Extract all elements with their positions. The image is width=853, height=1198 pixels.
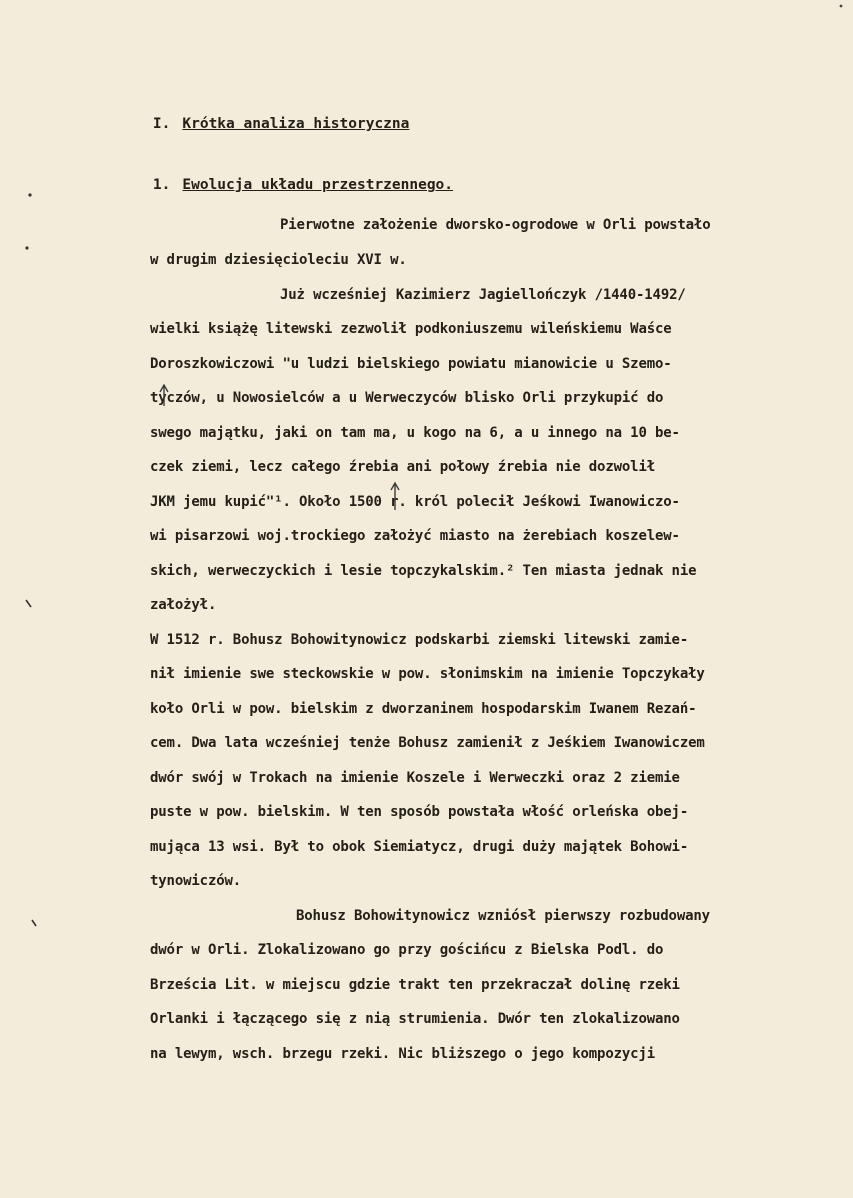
text-line: Brześcia Lit. w miejscu gdzie trakt ten przekraczał dolinę rzeki — [150, 977, 680, 993]
text-line: w drugim dziesięcioleciu XVI w. — [150, 252, 407, 268]
text-line: cem. Dwa lata wcześniej tenże Bohusz zamienił z Jeśkiem Iwanowiczem — [150, 735, 705, 751]
margin-tick — [32, 920, 36, 926]
text-line: dwór w Orli. Zlokalizowano go przy gościńcu z Bielska Podl. do — [150, 942, 664, 958]
text-line: mująca 13 wsi. Był to obok Siemiatycz, drugi duży majątek Bohowi- — [150, 839, 689, 855]
text-line: JKM jemu kupić"¹. Około 1500 r. król polecił Jeśkowi Iwanowiczo- — [150, 494, 680, 510]
text-line: koło Orli w pow. bielskim z dworzaninem hospodarskim Iwanem Rezań- — [150, 701, 697, 717]
text-line: założył. — [150, 597, 217, 613]
text-line: Orlanki i łączącego się z nią strumienia. Dwór ten zlokalizowano — [150, 1011, 680, 1027]
text-line: Pierwotne założenie dworsko-ogrodowe w Orli powstało — [280, 217, 711, 233]
text-line: skich, werweczyckich i lesie topczykalskim.² Ten miasta jednak nie — [150, 563, 697, 579]
section-heading — [118, 94, 409, 154]
section-number: I. — [152, 116, 171, 132]
text-line: puste w pow. bielskim. W ten sposób powstała włość orleńska obej- — [150, 804, 689, 820]
section-title: Krótka analiza historyczna — [182, 116, 410, 132]
text-line: Bohusz Bohowitynowicz wzniósł pierwszy rozbudowany — [296, 908, 710, 924]
text-line: Już wcześniej Kazimierz Jagiellończyk /1440-1492/ — [280, 287, 686, 303]
text-line: dwór swój w Trokach na imienie Koszele i Werweczki oraz 2 ziemie — [150, 770, 680, 786]
corner-dot — [840, 5, 843, 8]
subsection-heading — [118, 155, 453, 215]
text-line: wi pisarzowi woj.trockiego założyć miasto na żerebiach koszelew- — [150, 528, 680, 544]
subsection-title: Ewolucja układu przestrzennego. — [182, 177, 454, 193]
text-line: Doroszkowiczowi "u ludzi bielskiego powiatu mianowicie u Szemo- — [150, 356, 672, 372]
subsection-number: 1. — [152, 177, 171, 193]
text-line: na lewym, wsch. brzegu rzeki. Nic bliższego o jego kompozycji — [150, 1046, 656, 1062]
margin-tick — [26, 600, 31, 607]
margin-dot — [28, 193, 31, 196]
margin-dot — [25, 246, 28, 249]
text-line: wielki książę litewski zezwolił podkoniuszemu wileńskiemu Waśce — [150, 321, 672, 337]
text-line: tyczów, u Nowosielców a u Werweczyców blisko Orli przykupić do — [150, 390, 664, 406]
text-line: czek ziemi, lecz całego źrebia ani połowy źrebia nie dozwolił — [150, 459, 656, 475]
text-line: tynowiczów. — [150, 873, 242, 889]
text-line: W 1512 r. Bohusz Bohowitynowicz podskarbi ziemski litewski zamie- — [150, 632, 689, 648]
text-line: nił imienie swe steckowskie w pow. słonimskim na imienie Topczykały — [150, 666, 705, 682]
text-line: swego majątku, jaki on tam ma, u kogo na 6, a u innego na 10 be- — [150, 425, 680, 441]
